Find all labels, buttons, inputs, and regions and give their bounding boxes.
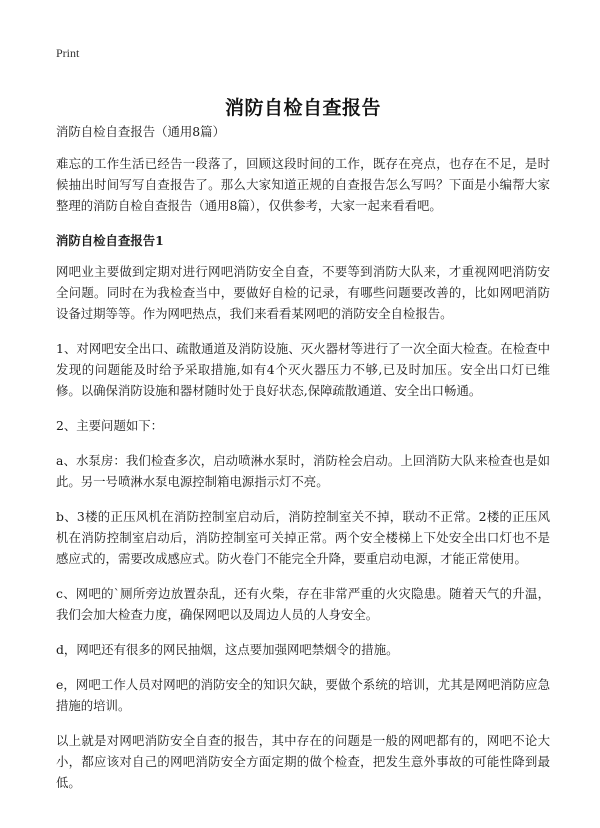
section-paragraph: d，网吧还有很多的网民抽烟，这点要加强网吧禁烟令的措施。 xyxy=(56,642,399,657)
section-paragraph: a、水泵房：我们检查多次，启动喷淋水泵时，消防栓会启动。上回消防大队来检查也是如此。另一号喷淋水泵电源控制箱电源指示灯不亮。 xyxy=(56,453,550,489)
document-title: 消防自检自查报告 xyxy=(224,96,381,119)
print-link[interactable]: Print xyxy=(56,46,80,60)
section-paragraph: 1、对网吧安全出口、疏散通道及消防设施、灭火器材等进行了一次全面大检查。在检查中发现的问题能及时给予采取措施,如有4个灭火器压力不够,已及时加压。安全出口灯已维修。以确保消防设施和器材随时处于良好状态,保障疏散通道、安全出口畅通。 xyxy=(56,341,550,398)
section-paragraph: e，网吧工作人员对网吧的消防安全的知识欠缺，要做个系统的培训，尤其是网吧消防应急措施的培训。 xyxy=(56,677,550,713)
section-paragraph: b、3楼的正压风机在消防控制室启动后，消防控制室关不掉，联动不正常。2楼的正压风机在消防控制室启动后，消防控制室可关掉正常。两个安全楼梯上下处安全出口灯也不是感应式的，需要改成感应式。防火卷门不能完全升降，要重启动电源，才能正常使用。 xyxy=(56,509,550,566)
intro-paragraph: 难忘的工作生活已经告一段落了，回顾这段时间的工作，既存在亮点，也存在不足，是时候抽出时间写写自查报告了。那么大家知道正规的自查报告怎么写吗？下面是小编帮大家整理的消防自检自查报告（通用8篇），仅供参考，大家一起来看看吧。 xyxy=(56,156,550,213)
section-paragraph: 网吧业主要做到定期对进行网吧消防安全自查，不要等到消防大队来，才重视网吧消防安全问题。同时在为我检查当中，要做好自检的记录，有哪些问题要改善的，比如网吧消防设备过期等等。作为网吧热点，我们来看看某网吧的消防安全自检报告。 xyxy=(56,264,550,321)
section-heading: 消防自检自查报告1 xyxy=(56,233,164,248)
section-paragraph: c、网吧的`厕所旁边放置杂乱，还有火柴，存在非常严重的火灾隐患。随着天气的升温，我们会加大检查力度，确保网吧以及周边人员的人身安全。 xyxy=(56,586,550,622)
document-body xyxy=(56,121,550,807)
section-paragraph: 2、主要问题如下： xyxy=(56,418,164,433)
document-subtitle: 消防自检自查报告（通用8篇） xyxy=(56,124,225,139)
section-paragraph: 以上就是对网吧消防安全自查的报告，其中存在的问题是一般的网吧都有的，网吧不论大小，都应该对自己的网吧消防安全方面定期的做个检查，把发生意外事故的可能性降到最低。 xyxy=(56,733,550,790)
